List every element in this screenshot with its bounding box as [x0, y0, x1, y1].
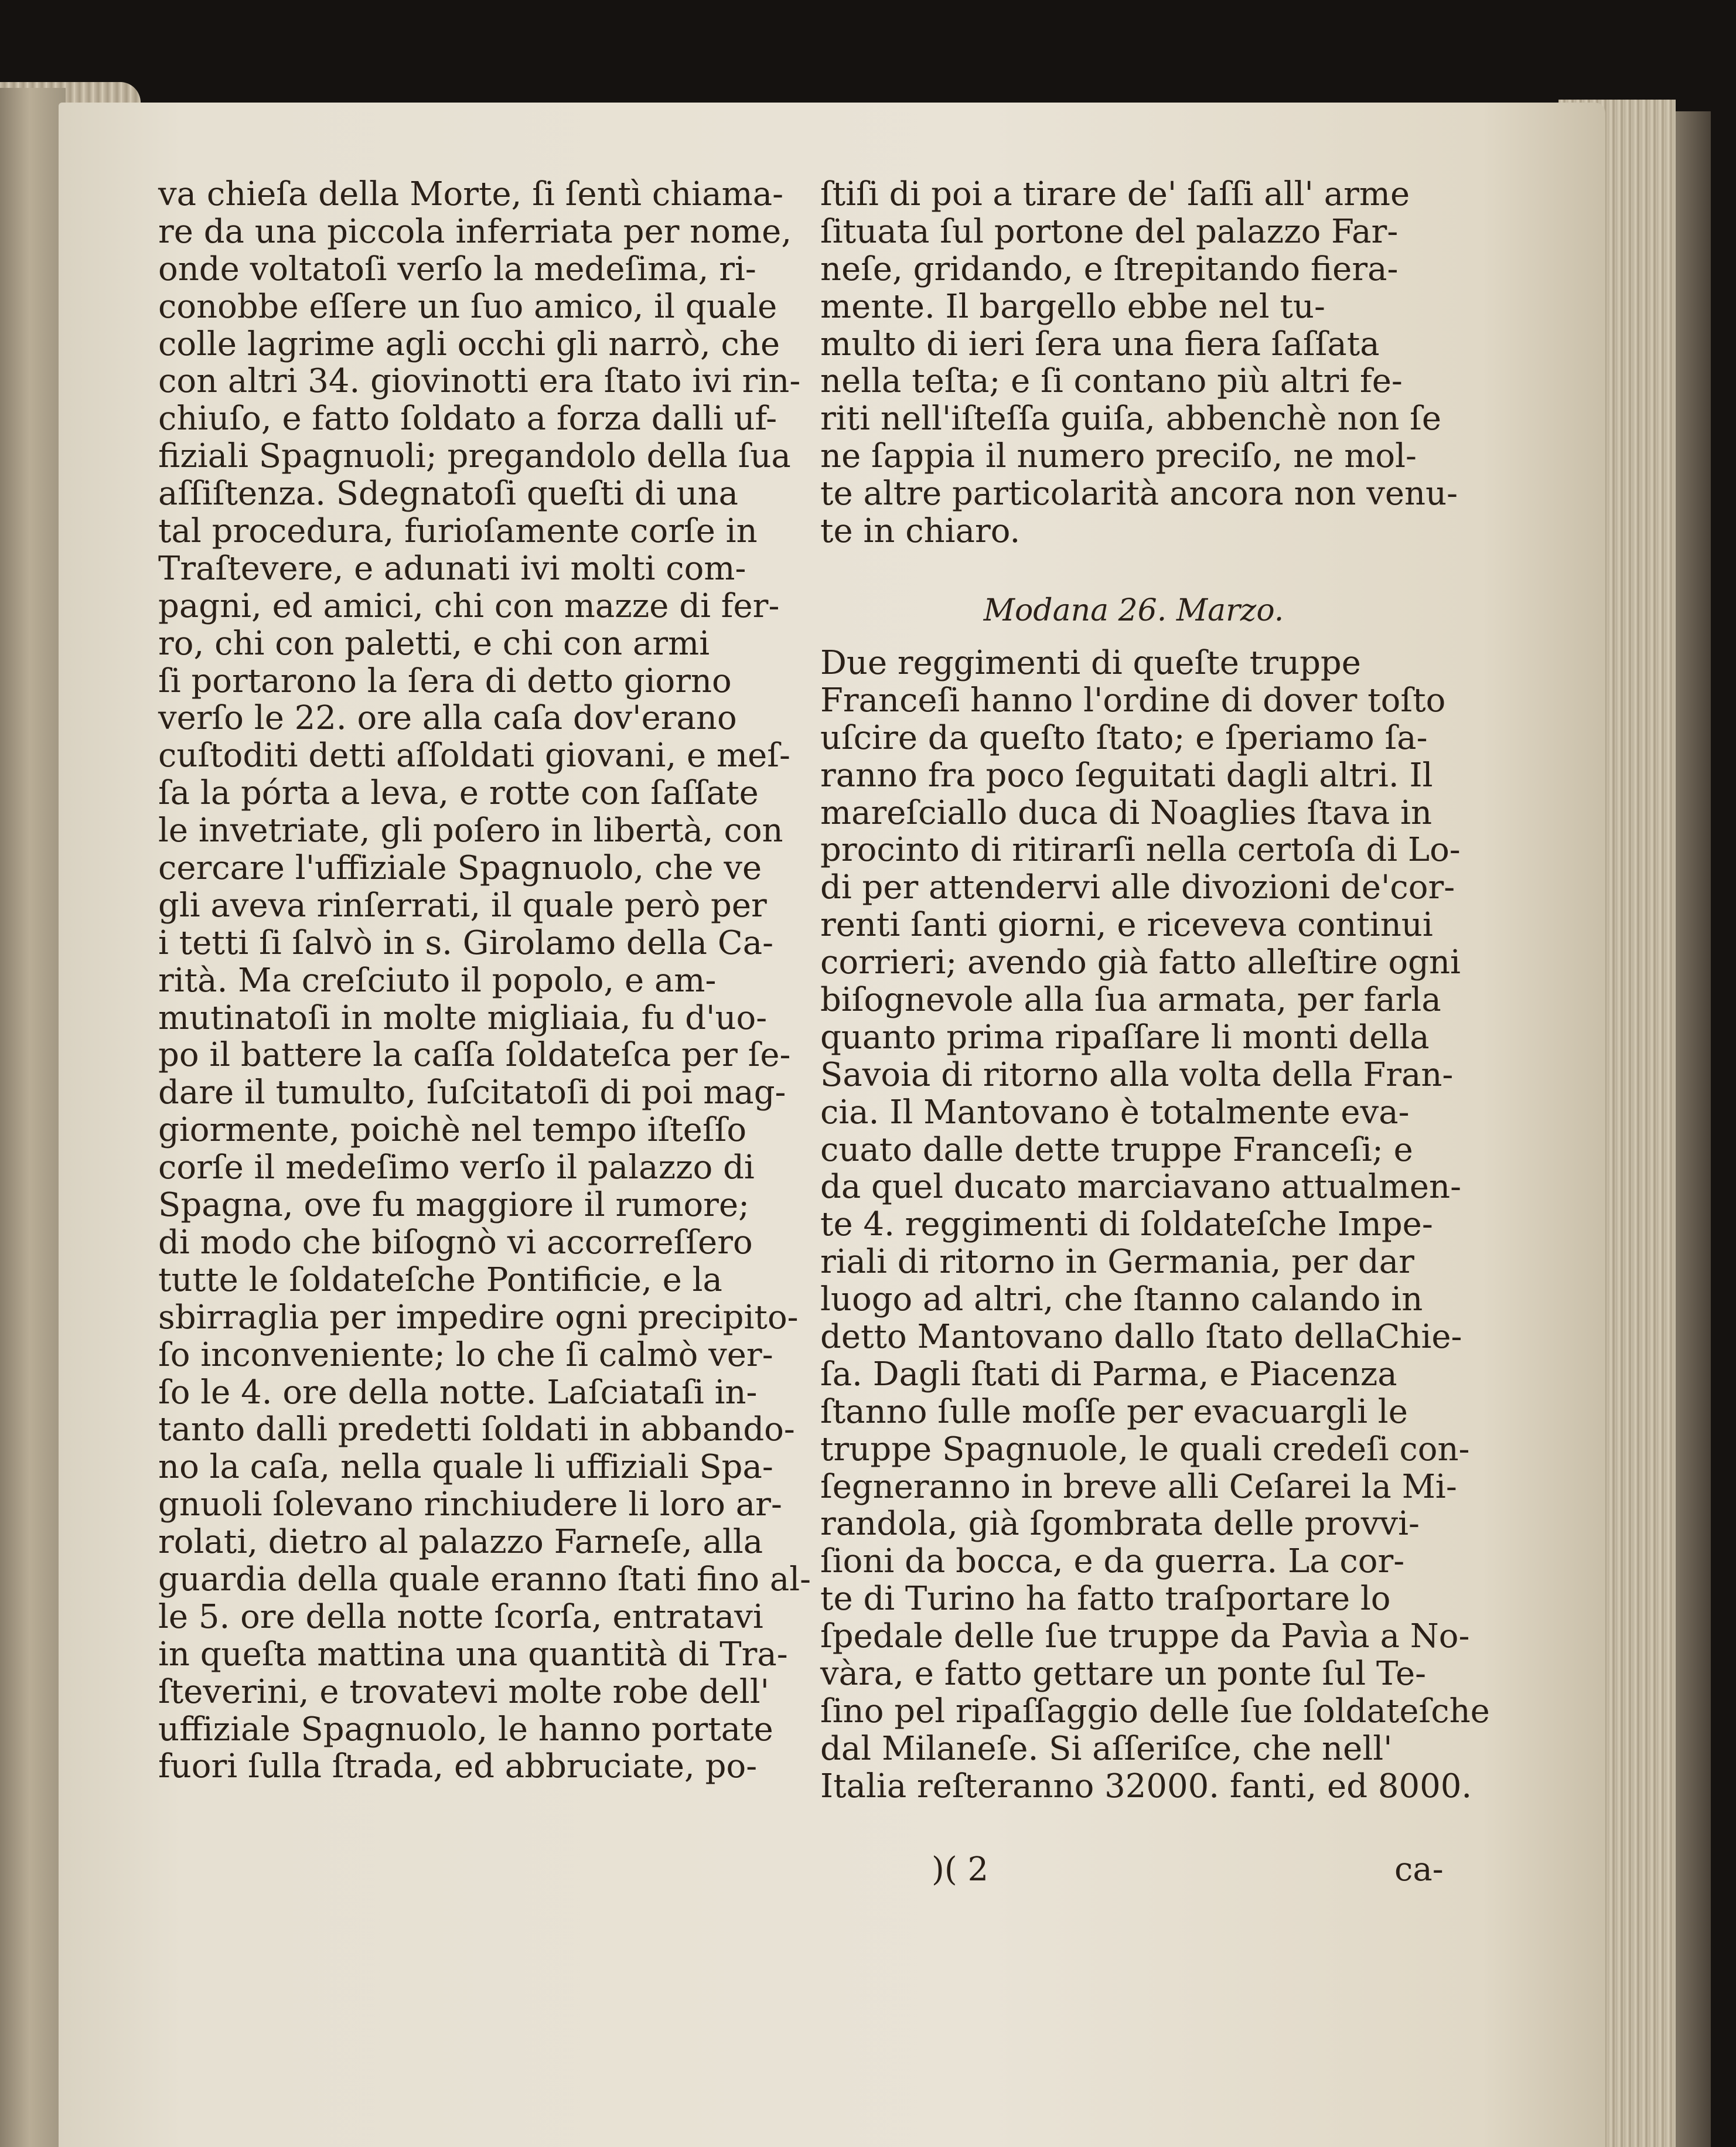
text-line: pagni, ed amici, chi con mazze di fer- — [158, 587, 780, 625]
text-line: rolati, dietro al palazzo Farneſe, alla — [158, 1523, 763, 1562]
text-line: te in chiaro. — [820, 512, 1021, 551]
text-line: te altre particolarità ancora non venu- — [820, 475, 1458, 513]
text-line: ro, chi con paletti, e chi con armi — [158, 624, 710, 663]
text-line: tal procedura, furioſamente corſe in — [158, 512, 758, 551]
text-line: cercare l'uffiziale Spagnuolo, che ve — [158, 849, 762, 888]
text-line: cuato dalle dette truppe Franceſi; e — [820, 1130, 1413, 1169]
signature-mark: )( 2 — [932, 1850, 989, 1889]
text-line: ſa. Dagli ſtati di Parma, e Piacenza — [820, 1355, 1397, 1393]
text-line: dare il tumulto, ſuſcitatoſi di poi mag- — [158, 1074, 786, 1112]
text-line: le invetriate, gli poſero in libertà, con — [158, 812, 783, 850]
text-line: ne ſappia il numero preciſo, ne mol- — [820, 437, 1417, 476]
text-line: randola, già ſgombrata delle provvi- — [820, 1505, 1420, 1543]
text-line: mente. Il bargello ebbe nel tu- — [820, 287, 1325, 326]
text-line: riali di ritorno in Germania, per dar — [820, 1243, 1414, 1282]
text-line: renti ſanti giorni, e riceveva continui — [820, 906, 1433, 945]
text-line: uſcire da queſto ſtato; e ſperiamo ſa- — [820, 718, 1428, 757]
text-line: te di Turino ha fatto traſportare lo — [820, 1580, 1391, 1618]
facing-page-edge — [0, 88, 66, 2147]
text-line: aſſiſtenza. Sdegnatoſi queſti di una — [158, 475, 739, 513]
text-line: ſo le 4. ore della notte. Laſciataſi in- — [158, 1373, 758, 1412]
text-line: dal Milaneſe. Si aſſeriſce, che nell' — [820, 1729, 1393, 1768]
text-line: multo di ieri ſera una fiera ſaſſata — [820, 325, 1380, 363]
text-line: mareſciallo duca di Noaglies ſtava in — [820, 793, 1433, 832]
catchword: ca- — [1394, 1850, 1444, 1889]
text-line: neſe, gridando, e ſtrepitando fiera- — [820, 250, 1399, 288]
text-line: ſi portarono la ſera di detto giorno — [158, 662, 732, 700]
right-text-column-top — [820, 175, 1458, 551]
text-line: cia. Il Mantovano è totalmente eva- — [820, 1093, 1410, 1132]
text-line: da quel ducato marciavano attualmen- — [820, 1168, 1461, 1207]
text-line: Spagna, ove fu maggiore il rumore; — [158, 1186, 749, 1225]
text-line: onde voltatoſi verſo la medeſima, ri- — [158, 250, 756, 288]
text-line: cuſtoditi detti aſſoldati giovani, e meſ- — [158, 737, 790, 775]
text-line: ſegneranno in breve alli Ceſarei la Mi- — [820, 1467, 1457, 1506]
text-line: te 4. reggimenti di ſoldateſche Impe- — [820, 1205, 1433, 1244]
text-line: Franceſi hanno l'ordine di dover toſto — [820, 681, 1446, 720]
text-line: fuori ſulla ſtrada, ed abbruciate, po- — [158, 1747, 758, 1786]
text-line: conobbe eſſere un ſuo amico, il quale — [158, 287, 777, 326]
text-line: corſe il medeſimo verſo il palazzo di — [158, 1149, 755, 1187]
text-line: detto Mantovano dallo ſtato dellaChie- — [820, 1318, 1462, 1357]
text-line: giormente, poichè nel tempo iſteſſo — [158, 1111, 747, 1150]
text-line: ſituata ſul portone del palazzo Far- — [820, 212, 1399, 251]
text-line: no la caſa, nella quale li uffiziali Spa- — [158, 1448, 773, 1487]
text-line: Traſtevere, e adunati ivi molti com- — [158, 549, 746, 588]
text-line: re da una piccola inferriata per nome, — [158, 212, 792, 251]
text-line: luogo ad altri, che ſtanno calando in — [820, 1280, 1423, 1319]
text-line: ſtiſi di poi a tirare de' ſaſſi all' arme — [820, 175, 1410, 213]
text-line: Italia reſteranno 32000. fanti, ed 8000. — [820, 1767, 1472, 1805]
text-line: fiziali Spagnuoli; pregandolo della ſua — [158, 437, 791, 476]
text-line: gnuoli ſolevano rinchiudere li loro ar- — [158, 1485, 782, 1524]
text-line: riti nell'iſteſſa guiſa, abbenchè non ſe — [820, 400, 1441, 438]
text-line: di modo che biſognò vi accorreſſero — [158, 1223, 753, 1262]
text-line: tanto dalli predetti ſoldati in abbando- — [158, 1410, 795, 1449]
text-line: i tetti ſi ſalvò in s. Girolamo della Ca- — [158, 923, 773, 962]
text-line: rità. Ma creſciuto il popolo, e am- — [158, 961, 717, 1000]
text-line: colle lagrime agli occhi gli narrò, che — [158, 325, 780, 363]
text-line: in queſta mattina una quantità di Tra- — [158, 1635, 788, 1674]
text-line: mutinatoſi in molte migliaia, fu d'uo- — [158, 998, 768, 1037]
text-line: ſa la pórta a leva, e rotte con ſaſſate — [158, 774, 759, 813]
text-line: po il battere la caſſa ſoldateſca per ſe- — [158, 1036, 791, 1075]
text-line: Due reggimenti di queſte truppe — [820, 644, 1361, 682]
text-line: quanto prima ripaſſare li monti della — [820, 1018, 1430, 1057]
text-line: ſioni da bocca, e da guerra. La cor- — [820, 1542, 1405, 1581]
text-line: verſo le 22. ore alla caſa dov'erano — [158, 699, 737, 738]
text-line: guardia della quale eranno ſtati fino al- — [158, 1560, 811, 1599]
text-line: con altri 34. giovinotti era ſtato ivi rin- — [158, 362, 801, 401]
dateline-heading: Modana 26. Marzo. — [983, 593, 1284, 628]
text-line: di per attendervi alle divozioni de'cor- — [820, 868, 1455, 907]
text-line: tutte le ſoldateſche Pontificie, e la — [158, 1260, 722, 1299]
text-line: Savoia di ritorno alla volta della Fran- — [820, 1055, 1454, 1094]
text-line: vàra, e fatto gettare un ponte ſul Te- — [820, 1655, 1427, 1693]
text-line: corrieri; avendo già fatto alleſtire ogni — [820, 943, 1461, 982]
text-line: ſo inconveniente; lo che ſi calmò ver- — [158, 1335, 773, 1374]
text-line: truppe Spagnuole, le quali credeſi con- — [820, 1430, 1470, 1468]
text-line: procinto di ritirarſi nella certoſa di Lo- — [820, 831, 1461, 870]
text-line: ſino pel ripaſſaggio delle ſue ſoldateſche — [820, 1692, 1490, 1730]
text-line: chiuſo, e fatto ſoldato a forza dalli uf- — [158, 400, 777, 438]
text-line: uffiziale Spagnuolo, le hanno portate — [158, 1710, 773, 1749]
text-line: ranno fra poco ſeguitati dagli altri. Il — [820, 756, 1433, 795]
left-text-column — [158, 175, 811, 1786]
text-line: gli aveva rinſerrati, il quale però per — [158, 886, 767, 925]
text-line: sbirraglia per impedire ogni precipito- — [158, 1298, 799, 1337]
text-line: le 5. ore della notte ſcorſa, entratavi — [158, 1597, 763, 1636]
text-line: ſtanno ſulle moſſe per evacuargli le — [820, 1392, 1408, 1431]
text-line: biſognevole alla ſua armata, per farla — [820, 981, 1441, 1020]
right-text-column-bottom — [820, 644, 1490, 1805]
text-line: va chieſa della Morte, ſi ſentì chiama- — [158, 175, 784, 213]
text-line: nella teſta; e ſi contano più altri fe- — [820, 362, 1403, 401]
book-binding — [1676, 111, 1711, 2147]
text-line: ſpedale delle ſue truppe da Pavìa a No- — [820, 1617, 1470, 1656]
text-line: ſteverini, e trovatevi molte robe dell' — [158, 1672, 769, 1711]
